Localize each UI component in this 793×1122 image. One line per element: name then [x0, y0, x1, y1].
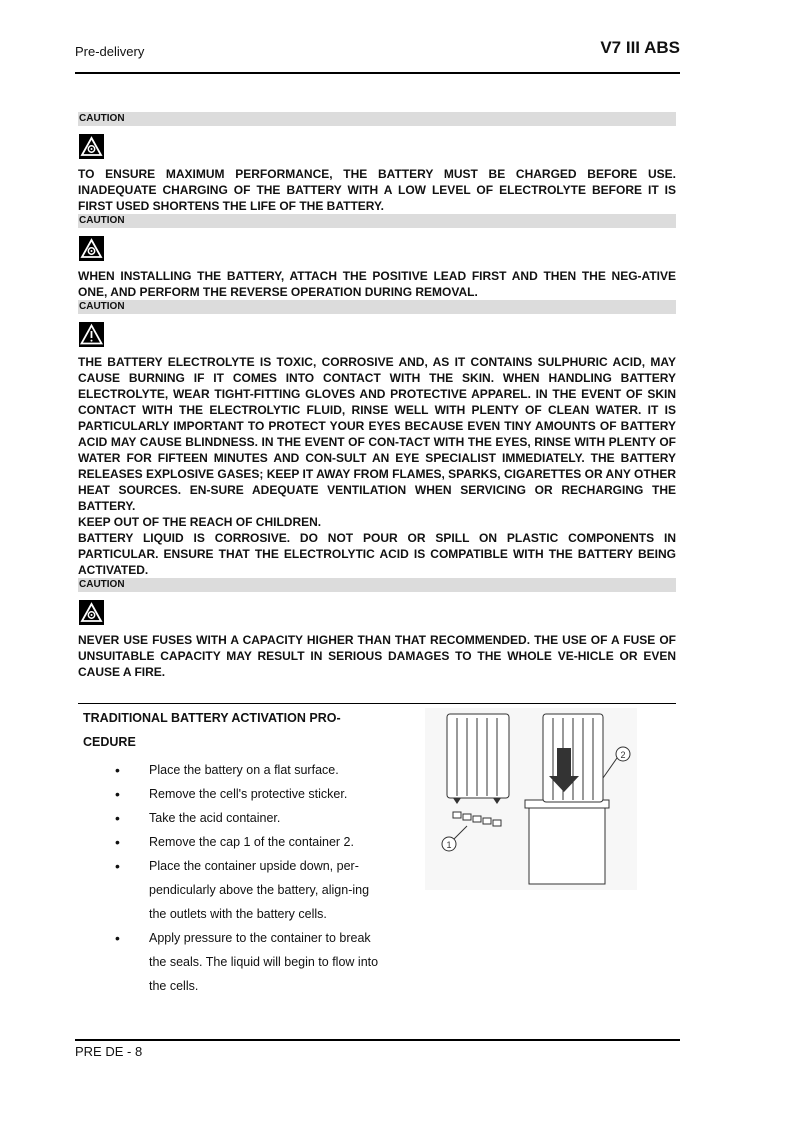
warnings-area	[78, 112, 676, 680]
caution-text: THE BATTERY ELECTROLYTE IS TOXIC, CORROSIVE AND, AS IT CONTAINS SULPHURIC ACID, MAY CAUSE BURNING IF IT COMES INTO CONTACT WITH THE SKIN. WHEN HANDLING BATTERY ELECTROLYTE, WEAR TIGHT-FITTING GLOVES AND PROTECTIVE APPAREL. IN THE EVENT OF SKIN CONTACT WITH THE ELECTROLYTIC FLUID, RINSE WELL WITH PLENTY OF CLEAN WATER. IT IS PARTICULARLY IMPORTANT TO PROTECT YOUR EYES BECAUSE EVEN TINY AMOUNTS OF BATTERY ACID MAY CAUSE BLINDNESS. IN THE EVENT OF CON-TACT WITH THE EYES, RINSE WITH PLENTY OF WATER FOR FIFTEEN MINUTES AND CON-SULT AN EYE SPECIALIST IMMEDIATELY. THE BATTERY RELEASES EXPLOSIVE GASES; KEEP IT AWAY FROM FLAMES, SPARKS, CIGARETTES OR ANY OTHER HEAT SOURCES. EN-SURE ADEQUATE VENTILATION WHEN SERVICING OR RECHARGING THE BATTERY.	[78, 355, 676, 513]
page-header	[75, 38, 680, 74]
bullet-icon: •	[115, 858, 120, 874]
battery-hazard-icon	[79, 134, 104, 159]
model-name: V7 III ABS	[600, 38, 680, 57]
list-item	[83, 806, 383, 830]
bullet-icon: •	[115, 786, 120, 802]
list-item	[83, 926, 383, 998]
list-item	[83, 830, 383, 854]
caution-text: TO ENSURE MAXIMUM PERFORMANCE, THE BATTERY MUST BE CHARGED BEFORE USE. INADEQUATE CHARGING OF THE BATTERY WITH A LOW LEVEL OF ELECTROLYTE BEFORE IT IS FIRST USED SHORTENS THE LIFE OF THE BATTERY.	[78, 167, 676, 213]
battery-activation-figure	[425, 708, 637, 890]
callout-1: 1	[446, 840, 452, 850]
bullet-icon: •	[115, 930, 120, 946]
caution-label: CAUTION	[78, 214, 676, 228]
caution-text: BATTERY LIQUID IS CORROSIVE. DO NOT POUR OR SPILL ON PLASTIC COMPONENTS IN PARTICULAR. ENSURE THAT THE ELECTROLYTIC ACID IS COMPATIBLE WITH THE BATTERY BEING ACTIVATED.	[78, 531, 676, 577]
bullet-icon: •	[115, 762, 120, 778]
callout-2: 2	[620, 750, 626, 760]
battery-hazard-icon	[79, 600, 104, 625]
step-text: Apply pressure to the container to break the seals. The liquid will begin to flow into the cells.	[149, 931, 379, 993]
step-text: Remove the cap 1 of the container 2.	[149, 835, 354, 849]
bullet-icon: •	[115, 810, 120, 826]
caution-label: CAUTION	[78, 300, 676, 314]
list-item	[83, 782, 383, 806]
bullet-icon: •	[115, 834, 120, 850]
list-item	[83, 854, 383, 926]
caution-text: WHEN INSTALLING THE BATTERY, ATTACH THE POSITIVE LEAD FIRST AND THEN THE NEG-ATIVE ONE, AND PERFORM THE REVERSE OPERATION DURING REMOVAL.	[78, 269, 676, 299]
procedure-steps	[83, 758, 383, 998]
step-text: Take the acid container.	[149, 811, 281, 825]
caution-label: CAUTION	[78, 112, 676, 126]
page-number: PRE DE - 8	[75, 1044, 143, 1059]
procedure-title: TRADITIONAL BATTERY ACTIVATION PRO-CEDURE	[83, 711, 341, 749]
caution-block	[78, 214, 676, 300]
footer-rule	[75, 1039, 680, 1041]
step-text: Place the container upside down, per-pendicularly above the battery, align-ing the outlets with the battery cells.	[149, 859, 370, 921]
caution-text: NEVER USE FUSES WITH A CAPACITY HIGHER THAN THAT RECOMMENDED. THE USE OF A FUSE OF UNSUITABLE CAPACITY MAY RESULT IN SERIOUS DAMAGES TO THE WHOLE VE-HICLE OR EVEN CAUSE A FIRE.	[78, 633, 676, 679]
step-text: Place the battery on a flat surface.	[149, 763, 339, 777]
caution-block	[78, 578, 676, 680]
caution-text: KEEP OUT OF THE REACH OF CHILDREN.	[78, 515, 322, 529]
step-text: Remove the cell's protective sticker.	[149, 787, 348, 801]
battery-diagram	[425, 708, 637, 890]
caution-block	[78, 300, 676, 578]
warning-triangle-icon	[79, 322, 104, 347]
section-title: Pre-delivery	[75, 44, 145, 59]
battery-hazard-icon	[79, 236, 104, 261]
procedure-section	[83, 706, 383, 998]
section-divider	[78, 703, 676, 704]
list-item	[83, 758, 383, 782]
caution-label: CAUTION	[78, 578, 676, 592]
caution-block	[78, 112, 676, 214]
